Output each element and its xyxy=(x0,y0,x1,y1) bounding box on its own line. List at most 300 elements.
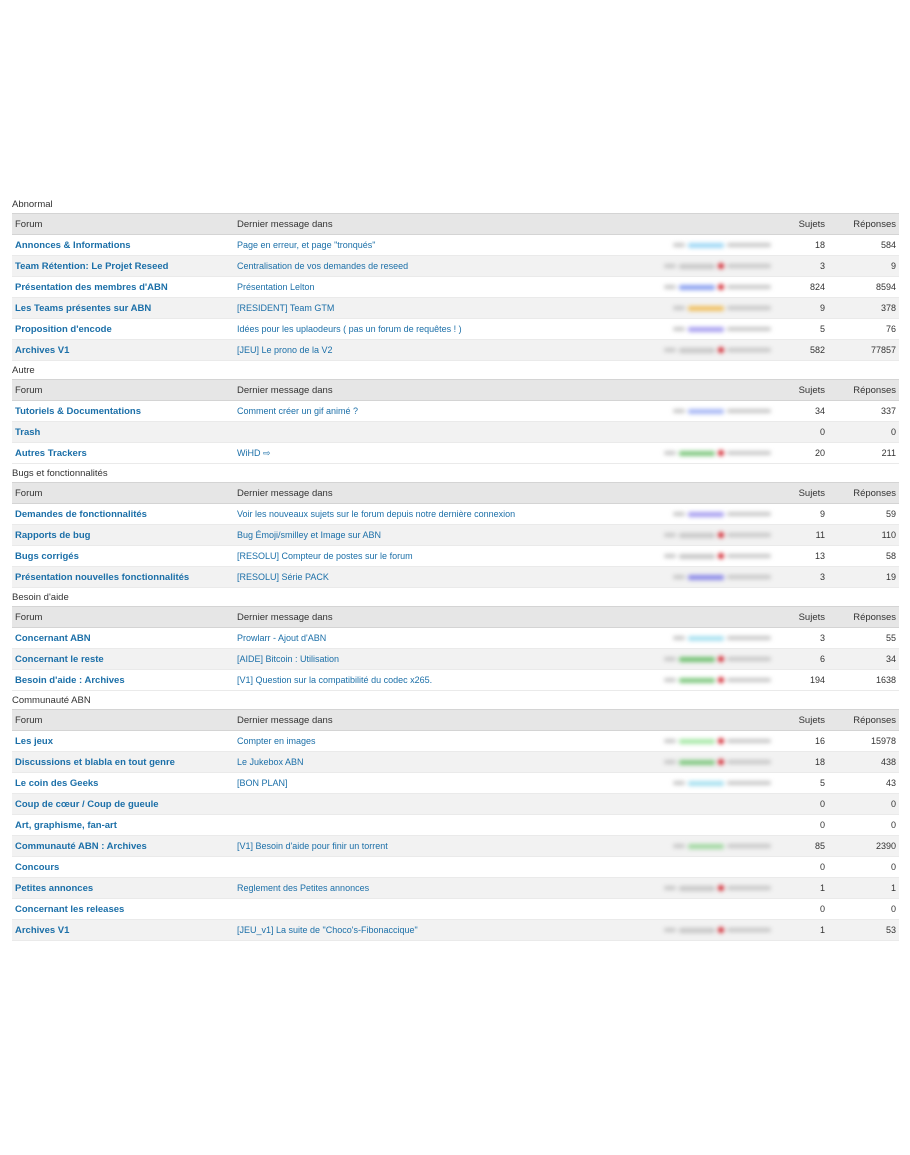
blurred-date xyxy=(727,678,771,682)
forum-link[interactable]: Les Teams présentes sur ABN xyxy=(15,302,152,314)
blurred-text xyxy=(673,844,685,848)
table-header-row xyxy=(12,214,899,235)
forum-category xyxy=(12,363,899,464)
sujets-count: 5 xyxy=(782,319,828,340)
last-author-cell xyxy=(610,298,782,319)
last-message-cell xyxy=(234,815,610,836)
blurred-author-info xyxy=(664,347,771,353)
blurred-date xyxy=(727,575,771,579)
author-name[interactable] xyxy=(688,327,724,332)
column-header-last-author xyxy=(610,483,782,504)
blurred-author-info xyxy=(673,243,771,248)
blurred-date xyxy=(727,657,771,661)
reponses-count: 584 xyxy=(828,235,899,256)
forum-row xyxy=(12,649,899,670)
sujets-count: 1 xyxy=(782,920,828,941)
reponses-count: 110 xyxy=(828,525,899,546)
reponses-count: 337 xyxy=(828,401,899,422)
blurred-text xyxy=(664,928,676,932)
forum-row xyxy=(12,567,899,588)
author-name[interactable] xyxy=(688,844,724,849)
author-name[interactable] xyxy=(679,533,715,538)
column-header-last-message: Dernier message dans xyxy=(234,380,610,401)
forum-row xyxy=(12,836,899,857)
blurred-text xyxy=(664,554,676,558)
author-name[interactable] xyxy=(679,657,715,662)
blurred-text xyxy=(673,243,685,247)
blurred-text xyxy=(673,306,685,310)
author-name[interactable] xyxy=(679,348,715,353)
author-name[interactable] xyxy=(679,264,715,269)
column-header-sujets: Sujets xyxy=(782,607,828,628)
blurred-date xyxy=(727,285,771,289)
blurred-author-info xyxy=(664,759,771,765)
forum-link[interactable]: Trash xyxy=(15,426,41,438)
last-message-cell xyxy=(234,899,610,920)
column-header-last-author xyxy=(610,607,782,628)
blurred-text xyxy=(664,264,676,268)
last-message-link[interactable]: [V1] Besoin d'aide pour finir un torrent xyxy=(237,841,388,851)
forum-link[interactable]: Présentation des membres d'ABN xyxy=(15,281,168,293)
reponses-count: 8594 xyxy=(828,277,899,298)
forum-link[interactable]: Team Rétention: Le Projet Reseed xyxy=(15,260,169,272)
forum-row xyxy=(12,422,899,443)
last-author-cell xyxy=(610,443,782,464)
last-message-cell xyxy=(234,857,610,878)
sujets-count: 6 xyxy=(782,649,828,670)
author-name[interactable] xyxy=(679,739,715,744)
forum-link[interactable]: Proposition d'encode xyxy=(15,323,112,335)
author-name[interactable] xyxy=(688,306,724,311)
last-author-cell xyxy=(610,857,782,878)
reponses-count: 0 xyxy=(828,857,899,878)
blurred-date xyxy=(727,739,771,743)
forum-name-cell xyxy=(12,443,234,464)
blurred-date xyxy=(727,348,771,352)
column-header-reponses: Réponses xyxy=(828,214,899,235)
last-message-link[interactable]: WiHD ⇨ xyxy=(237,447,271,458)
forum-category xyxy=(12,693,899,941)
sujets-count: 0 xyxy=(782,899,828,920)
blurred-author-info xyxy=(664,927,771,933)
forum-row xyxy=(12,298,899,319)
forum-name-cell xyxy=(12,422,234,443)
forum-table xyxy=(12,606,899,691)
forum-link[interactable]: Annonces & Informations xyxy=(15,239,131,251)
sujets-count: 5 xyxy=(782,773,828,794)
forum-name-cell xyxy=(12,815,234,836)
blurred-date xyxy=(727,781,771,785)
author-name[interactable] xyxy=(679,886,715,891)
forum-link[interactable]: Tutoriels & Documentations xyxy=(15,405,141,417)
table-header-row xyxy=(12,607,899,628)
reponses-count: 0 xyxy=(828,422,899,443)
last-author-cell xyxy=(610,319,782,340)
forum-link[interactable]: Les jeux xyxy=(15,735,54,747)
forum-table xyxy=(12,379,899,464)
forum-link[interactable]: Le coin des Geeks xyxy=(15,777,99,789)
author-avatar-icon xyxy=(718,738,724,744)
sujets-count: 9 xyxy=(782,504,828,525)
sujets-count: 85 xyxy=(782,836,828,857)
blurred-author-info xyxy=(664,677,771,683)
last-message-cell xyxy=(234,649,610,670)
forum-name-cell xyxy=(12,920,234,941)
blurred-author-info xyxy=(673,306,771,311)
reponses-count: 0 xyxy=(828,794,899,815)
author-name[interactable] xyxy=(688,409,724,414)
last-message-link[interactable]: Page en erreur, et page "tronqués" xyxy=(237,240,376,250)
table-header-row xyxy=(12,380,899,401)
forum-name-cell xyxy=(12,794,234,815)
author-name[interactable] xyxy=(679,928,715,933)
sujets-count: 3 xyxy=(782,256,828,277)
category-title: Besoin d'aide xyxy=(12,592,69,603)
last-message-link[interactable]: Centralisation de vos demandes de reseed xyxy=(237,261,409,271)
last-message-link[interactable]: [RESOLU] Série PACK xyxy=(237,572,329,582)
reponses-count: 15978 xyxy=(828,731,899,752)
sujets-count: 11 xyxy=(782,525,828,546)
reponses-count: 211 xyxy=(828,443,899,464)
forum-name-cell xyxy=(12,628,234,649)
category-title: Autre xyxy=(12,365,35,376)
forum-link[interactable]: Concernant le reste xyxy=(15,653,104,665)
sujets-count: 3 xyxy=(782,567,828,588)
last-message-link[interactable]: [V1] Question sur la compatibilité du codec x265. xyxy=(237,675,433,685)
reponses-count: 55 xyxy=(828,628,899,649)
blurred-text xyxy=(664,678,676,682)
last-author-cell xyxy=(610,836,782,857)
reponses-count: 43 xyxy=(828,773,899,794)
author-avatar-icon xyxy=(718,532,724,538)
blurred-date xyxy=(727,243,771,247)
forum-row xyxy=(12,920,899,941)
sujets-count: 582 xyxy=(782,340,828,361)
forum-link[interactable]: Petites annonces xyxy=(15,882,94,894)
column-header-last-author xyxy=(610,710,782,731)
forum-row xyxy=(12,443,899,464)
sujets-count: 18 xyxy=(782,752,828,773)
last-message-link[interactable]: Le Jukebox ABN xyxy=(237,757,304,767)
column-header-reponses: Réponses xyxy=(828,483,899,504)
forum-row xyxy=(12,235,899,256)
last-message-cell xyxy=(234,628,610,649)
blurred-date xyxy=(727,533,771,537)
forum-link[interactable]: Communauté ABN : Archives xyxy=(15,840,147,852)
last-message-link[interactable]: Prowlarr - Ajout d'ABN xyxy=(237,633,327,643)
last-author-cell xyxy=(610,422,782,443)
forum-link[interactable]: Coup de cœur / Coup de gueule xyxy=(15,798,159,810)
author-avatar-icon xyxy=(718,656,724,662)
blurred-date xyxy=(727,636,771,640)
forum-name-cell xyxy=(12,256,234,277)
forum-link[interactable]: Archives V1 xyxy=(15,344,70,356)
column-header-last-author xyxy=(610,214,782,235)
last-message-cell xyxy=(234,773,610,794)
forum-link[interactable]: Rapports de bug xyxy=(15,529,91,541)
author-name[interactable] xyxy=(679,451,715,456)
blurred-date xyxy=(727,760,771,764)
author-avatar-icon xyxy=(718,759,724,765)
forum-name-cell xyxy=(12,878,234,899)
blurred-date xyxy=(727,844,771,848)
column-header-forum: Forum xyxy=(12,607,234,628)
table-header-row xyxy=(12,710,899,731)
blurred-date xyxy=(727,264,771,268)
forum-link[interactable]: Besoin d'aide : Archives xyxy=(15,674,125,686)
column-header-reponses: Réponses xyxy=(828,607,899,628)
reponses-count: 0 xyxy=(828,815,899,836)
forum-category xyxy=(12,197,899,361)
sujets-count: 0 xyxy=(782,857,828,878)
last-author-cell xyxy=(610,773,782,794)
last-message-cell xyxy=(234,731,610,752)
forum-name-cell xyxy=(12,401,234,422)
sujets-count: 9 xyxy=(782,298,828,319)
last-message-link[interactable]: [AIDE] Bitcoin : Utilisation xyxy=(237,654,340,664)
last-author-cell xyxy=(610,525,782,546)
last-message-link[interactable]: [BON PLAN] xyxy=(237,778,288,788)
last-message-link[interactable]: [JEU] Le prono de la V2 xyxy=(237,345,333,355)
forum-row xyxy=(12,899,899,920)
author-name[interactable] xyxy=(679,285,715,290)
last-author-cell xyxy=(610,794,782,815)
last-author-cell xyxy=(610,504,782,525)
blurred-date xyxy=(727,512,771,516)
blurred-date xyxy=(727,886,771,890)
column-header-last-message: Dernier message dans xyxy=(234,483,610,504)
last-message-cell xyxy=(234,836,610,857)
blurred-author-info xyxy=(664,885,771,891)
last-message-link[interactable]: Bug Émoji/smilley et Image sur ABN xyxy=(237,530,382,540)
author-name[interactable] xyxy=(679,554,715,559)
author-name[interactable] xyxy=(688,512,724,517)
forum-link[interactable]: Bugs corrigés xyxy=(15,550,79,562)
column-header-forum: Forum xyxy=(12,710,234,731)
last-message-cell xyxy=(234,319,610,340)
column-header-sujets: Sujets xyxy=(782,710,828,731)
category-title: Communauté ABN xyxy=(12,695,91,706)
blurred-text xyxy=(664,285,676,289)
sujets-count: 0 xyxy=(782,815,828,836)
blurred-author-info xyxy=(664,738,771,744)
blurred-date xyxy=(727,554,771,558)
forum-row xyxy=(12,752,899,773)
author-avatar-icon xyxy=(718,927,724,933)
last-author-cell xyxy=(610,546,782,567)
column-header-reponses: Réponses xyxy=(828,380,899,401)
blurred-text xyxy=(673,327,685,331)
blurred-author-info xyxy=(664,284,771,290)
blurred-author-info xyxy=(673,575,771,580)
sujets-count: 1 xyxy=(782,878,828,899)
reponses-count: 77857 xyxy=(828,340,899,361)
forum-name-cell xyxy=(12,298,234,319)
blurred-text xyxy=(664,533,676,537)
last-author-cell xyxy=(610,878,782,899)
forum-name-cell xyxy=(12,899,234,920)
last-message-link[interactable]: Compter en images xyxy=(237,736,316,746)
blurred-author-info xyxy=(664,532,771,538)
blurred-text xyxy=(664,886,676,890)
last-message-cell xyxy=(234,235,610,256)
column-header-sujets: Sujets xyxy=(782,380,828,401)
column-header-reponses: Réponses xyxy=(828,710,899,731)
last-message-cell xyxy=(234,277,610,298)
last-message-cell xyxy=(234,504,610,525)
table-header-row xyxy=(12,483,899,504)
forum-name-cell xyxy=(12,836,234,857)
reponses-count: 378 xyxy=(828,298,899,319)
sujets-count: 0 xyxy=(782,794,828,815)
blurred-text xyxy=(664,451,676,455)
blurred-text xyxy=(664,348,676,352)
author-name[interactable] xyxy=(679,760,715,765)
reponses-count: 2390 xyxy=(828,836,899,857)
author-avatar-icon xyxy=(718,677,724,683)
forum-row xyxy=(12,731,899,752)
blurred-date xyxy=(727,928,771,932)
last-author-cell xyxy=(610,899,782,920)
reponses-count: 1 xyxy=(828,878,899,899)
last-message-cell xyxy=(234,340,610,361)
forum-name-cell xyxy=(12,546,234,567)
last-message-cell xyxy=(234,920,610,941)
last-author-cell xyxy=(610,752,782,773)
blurred-author-info xyxy=(673,781,771,786)
forum-row xyxy=(12,878,899,899)
forum-name-cell xyxy=(12,670,234,691)
last-message-link[interactable]: Présentation Lelton xyxy=(237,282,315,292)
last-message-cell xyxy=(234,567,610,588)
column-header-forum: Forum xyxy=(12,483,234,504)
column-header-last-message: Dernier message dans xyxy=(234,710,610,731)
last-author-cell xyxy=(610,815,782,836)
forum-table xyxy=(12,709,899,941)
forum-name-cell xyxy=(12,504,234,525)
forum-link[interactable]: Demandes de fonctionnalités xyxy=(15,508,147,520)
author-name[interactable] xyxy=(688,781,724,786)
column-header-last-author xyxy=(610,380,782,401)
forum-category xyxy=(12,590,899,691)
forum-name-cell xyxy=(12,773,234,794)
blurred-date xyxy=(727,451,771,455)
author-avatar-icon xyxy=(718,553,724,559)
blurred-date xyxy=(727,327,771,331)
author-name[interactable] xyxy=(688,636,724,641)
last-message-cell xyxy=(234,443,610,464)
blurred-author-info xyxy=(664,553,771,559)
author-avatar-icon xyxy=(718,347,724,353)
author-name[interactable] xyxy=(679,678,715,683)
blurred-text xyxy=(664,657,676,661)
forum-link[interactable]: Autres Trackers xyxy=(15,447,87,459)
author-name[interactable] xyxy=(688,575,724,580)
forum-name-cell xyxy=(12,649,234,670)
last-message-link[interactable]: Idées pour les uplaodeurs ( pas un forum de requêtes ! ) xyxy=(237,324,462,334)
forum-link[interactable]: Discussions et blabla en tout genre xyxy=(15,756,175,768)
author-avatar-icon xyxy=(718,263,724,269)
sujets-count: 16 xyxy=(782,731,828,752)
forum-link[interactable]: Archives V1 xyxy=(15,924,70,936)
forum-name-cell xyxy=(12,857,234,878)
reponses-count: 34 xyxy=(828,649,899,670)
blurred-author-info xyxy=(664,263,771,269)
forum-name-cell xyxy=(12,731,234,752)
forum-row xyxy=(12,815,899,836)
blurred-author-info xyxy=(673,844,771,849)
category-title: Bugs et fonctionnalités xyxy=(12,468,108,479)
column-header-forum: Forum xyxy=(12,214,234,235)
forum-row xyxy=(12,773,899,794)
last-message-link[interactable]: Comment créer un gif animé ? xyxy=(237,406,359,416)
blurred-text xyxy=(664,739,676,743)
forum-table xyxy=(12,482,899,588)
category-title: Abnormal xyxy=(12,199,53,210)
sujets-count: 20 xyxy=(782,443,828,464)
forum-sections xyxy=(12,195,899,941)
last-message-cell xyxy=(234,422,610,443)
forum-link[interactable]: Présentation nouvelles fonctionnalités xyxy=(15,571,190,583)
blurred-author-info xyxy=(673,512,771,517)
last-author-cell xyxy=(610,256,782,277)
last-message-link[interactable]: [JEU_v1] La suite de "Choco's-Fibonaccique" xyxy=(237,925,418,935)
forum-link[interactable]: Concernant les releases xyxy=(15,903,125,915)
forum-link[interactable]: Concours xyxy=(15,861,60,873)
reponses-count: 53 xyxy=(828,920,899,941)
sujets-count: 34 xyxy=(782,401,828,422)
sujets-count: 18 xyxy=(782,235,828,256)
reponses-count: 438 xyxy=(828,752,899,773)
blurred-text xyxy=(673,781,685,785)
forum-row xyxy=(12,504,899,525)
forum-row xyxy=(12,546,899,567)
author-avatar-icon xyxy=(718,450,724,456)
last-message-link[interactable]: [RESOLU] Compteur de postes sur le forum xyxy=(237,551,413,561)
forum-row xyxy=(12,857,899,878)
blurred-text xyxy=(673,409,685,413)
forum-row xyxy=(12,401,899,422)
reponses-count: 76 xyxy=(828,319,899,340)
blurred-author-info xyxy=(673,409,771,414)
last-author-cell xyxy=(610,277,782,298)
column-header-sujets: Sujets xyxy=(782,483,828,504)
author-name[interactable] xyxy=(688,243,724,248)
last-message-cell xyxy=(234,794,610,815)
blurred-author-info xyxy=(664,656,771,662)
forum-link[interactable]: Concernant ABN xyxy=(15,632,91,644)
author-avatar-icon xyxy=(718,284,724,290)
sujets-count: 194 xyxy=(782,670,828,691)
forum-name-cell xyxy=(12,752,234,773)
last-author-cell xyxy=(610,567,782,588)
last-message-cell xyxy=(234,670,610,691)
column-header-last-message: Dernier message dans xyxy=(234,214,610,235)
last-author-cell xyxy=(610,340,782,361)
forum-link[interactable]: Art, graphisme, fan-art xyxy=(15,819,117,831)
forum-row xyxy=(12,319,899,340)
last-message-link[interactable]: [RESIDENT] Team GTM xyxy=(237,303,335,313)
forum-name-cell xyxy=(12,340,234,361)
forum-row xyxy=(12,256,899,277)
last-message-link[interactable]: Reglement des Petites annonces xyxy=(237,883,370,893)
last-message-link[interactable]: Voir les nouveaux sujets sur le forum depuis notre dernière connexion xyxy=(237,509,516,519)
forum-row xyxy=(12,525,899,546)
forum-name-cell xyxy=(12,567,234,588)
last-message-cell xyxy=(234,525,610,546)
blurred-date xyxy=(727,306,771,310)
last-message-cell xyxy=(234,878,610,899)
